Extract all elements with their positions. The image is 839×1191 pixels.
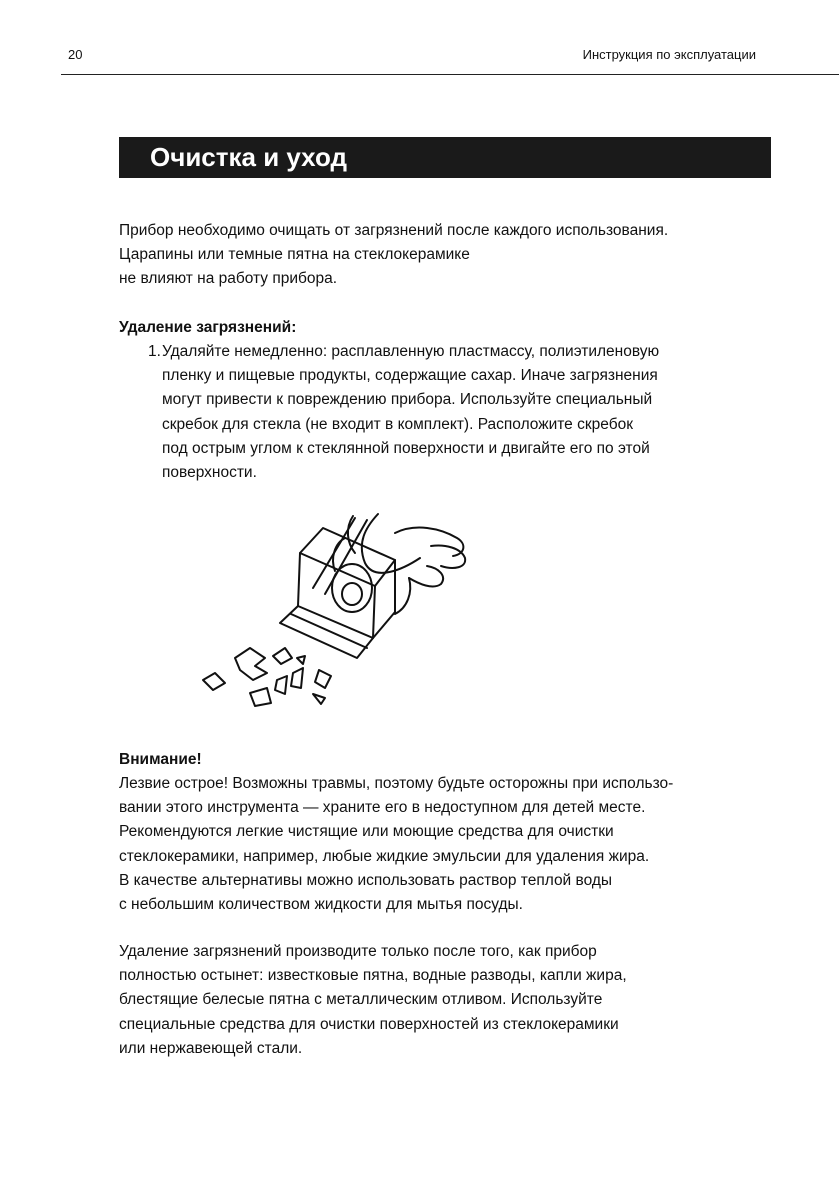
closing-line: полностью остынет: известковые пятна, водные разводы, капли жира, bbox=[119, 967, 627, 985]
removal-list-item bbox=[148, 340, 768, 485]
closing-line: блестящие белесые пятна с металлическим отливом. Используйте bbox=[119, 991, 603, 1009]
header-divider bbox=[61, 74, 839, 75]
warning-line: стеклокерамики, например, любые жидкие эмульсии для удаления жира. bbox=[119, 847, 650, 865]
list-item-line: пленку и пищевые продукты, содержащие сахар. Иначе загрязнения bbox=[162, 367, 658, 385]
warning-heading: Внимание! bbox=[119, 751, 202, 768]
scraper-cleaning-illustration-icon bbox=[195, 508, 485, 713]
list-item-line: скребок для стекла (не входит в комплект). Расположите скребок bbox=[162, 415, 633, 433]
closing-line: или нержавеющей стали. bbox=[119, 1039, 303, 1057]
closing-paragraph bbox=[119, 940, 779, 1061]
warning-line: В качестве альтернативы можно использовать раствор теплой воды bbox=[119, 871, 613, 889]
warning-line: Лезвие острое! Возможны травмы, поэтому будьте осторожны при использо- bbox=[119, 775, 674, 792]
header-doc-title: Инструкция по эксплуатации bbox=[582, 47, 756, 62]
closing-line: Удаление загрязнений производите только после того, как прибор bbox=[119, 943, 597, 960]
list-item-line: могут привести к повреждению прибора. Используйте специальный bbox=[162, 391, 653, 409]
warning-line: с небольшим количеством жидкости для мытья посуды. bbox=[119, 896, 523, 914]
section-banner bbox=[119, 137, 771, 178]
warning-line: вании этого инструмента — храните его в недоступном для детей месте. bbox=[119, 799, 646, 817]
warning-paragraph bbox=[119, 772, 779, 917]
removal-heading: Удаление загрязнений: bbox=[119, 319, 297, 336]
list-item-line: поверхности. bbox=[162, 464, 257, 482]
closing-line: специальные средства для очистки поверхностей из стеклокерамики bbox=[119, 1015, 619, 1033]
intro-paragraph bbox=[119, 219, 779, 292]
list-item-line: Удаляйте немедленно: расплавленную пластмассу, полиэтиленовую bbox=[162, 343, 660, 360]
list-number: 1. bbox=[148, 343, 161, 360]
page-number: 20 bbox=[68, 47, 83, 62]
warning-line: Рекомендуются легкие чистящие или моющие средства для очистки bbox=[119, 823, 614, 841]
section-title: Очистка и уход bbox=[150, 142, 348, 172]
intro-line: Царапины или темные пятна на стеклокерамике bbox=[119, 246, 470, 264]
intro-line: не влияют на работу прибора. bbox=[119, 270, 338, 288]
list-item-line: под острым углом к стеклянной поверхности и двигайте его по этой bbox=[162, 439, 650, 457]
intro-line: Прибор необходимо очищать от загрязнений после каждого использования. bbox=[119, 222, 669, 239]
